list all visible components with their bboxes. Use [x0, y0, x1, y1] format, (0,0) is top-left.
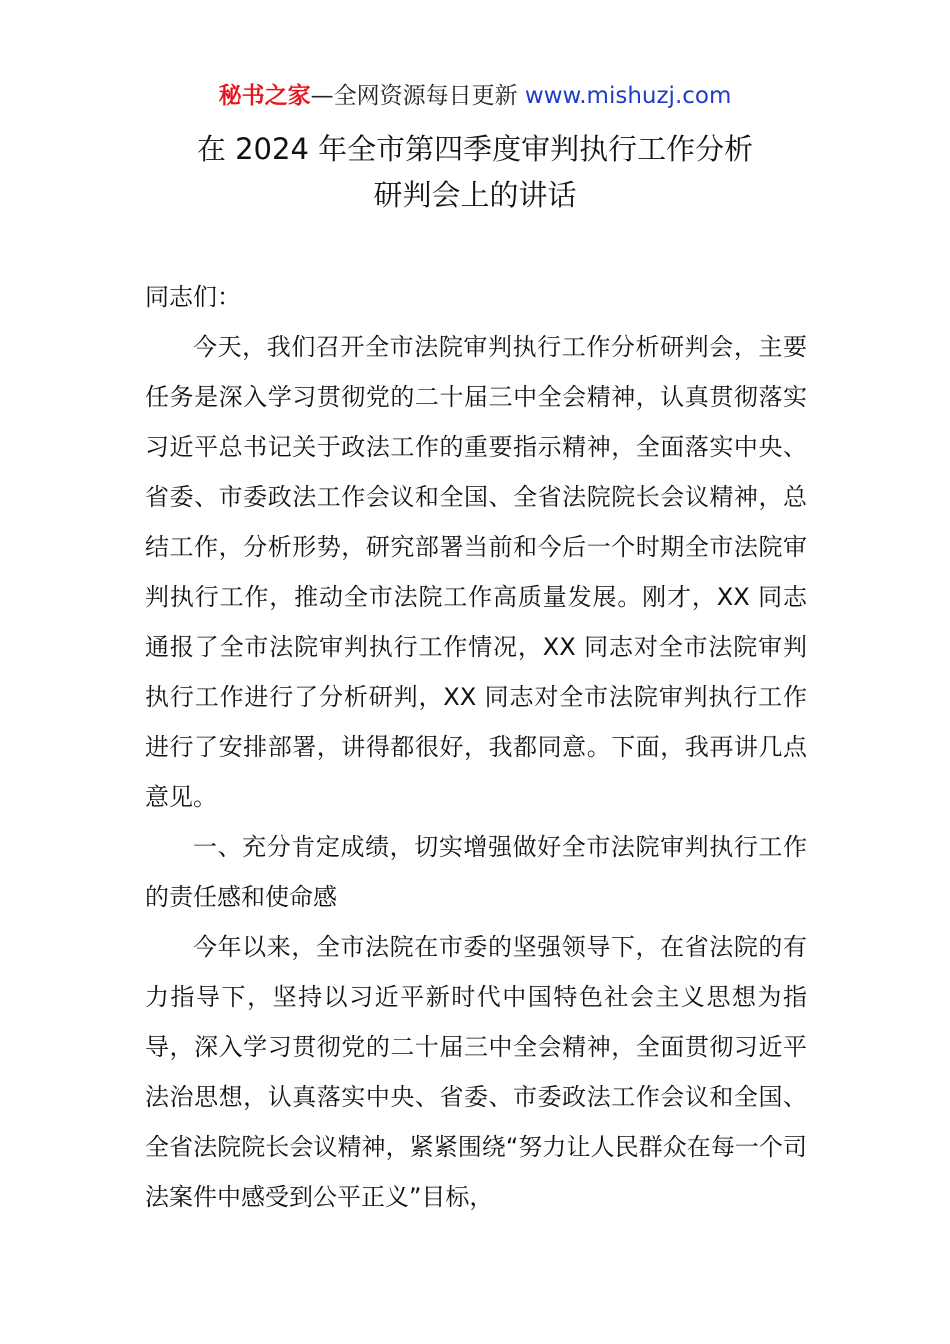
site-tagline: —全网资源每日更新	[310, 83, 525, 109]
brand-name: 秘书之家	[218, 83, 311, 109]
section-heading-1: 一、充分肯定成绩，切实增强做好全市法院审判执行工作的责任感和使命感	[145, 833, 807, 911]
salutation: 同志们：	[145, 283, 241, 311]
title-line-2: 研判会上的讲话	[373, 178, 577, 212]
document-title	[0, 126, 950, 218]
paragraph-opening: 今天，我们召开全市法院审判执行工作分析研判会，主要任务是深入学习贯彻党的二十届三中全会精神，认真贯彻落实习近平总书记关于政法工作的重要指示精神，全面落实中央、省委、市委政法工作会议和全国、全省法院院长会议精神，总结工作，分析形势，研究部署当前和今后一个时期全市法院审判执行工作，推动全市法院工作高质量发展。刚才，XX 同志通报了全市法院审判执行工作情况，XX 同志对全市法院审判执行工作进行了分析研判，XX 同志对全市法院审判执行工作进行了安排部署，讲得都很好，我都同意。下面，我再讲几点意见。	[145, 333, 807, 811]
document-body	[145, 272, 807, 1222]
title-line-1: 在 2024 年全市第四季度审判执行工作分析	[196, 132, 754, 166]
site-header	[0, 80, 950, 112]
paragraph-section-1: 今年以来，全市法院在市委的坚强领导下，在省法院的有力指导下，坚持以习近平新时代中国特色社会主义思想为指导，深入学习贯彻党的二十届三中全会精神，全面贯彻习近平法治思想，认真落实中央、省委、市委政法工作会议和全国、全省法院院长会议精神，紧紧围绕“努力让人民群众在每一个司法案件中感受到公平正义”目标，	[145, 933, 807, 1211]
site-url-link[interactable]: www.mishuzj.com	[524, 83, 732, 109]
